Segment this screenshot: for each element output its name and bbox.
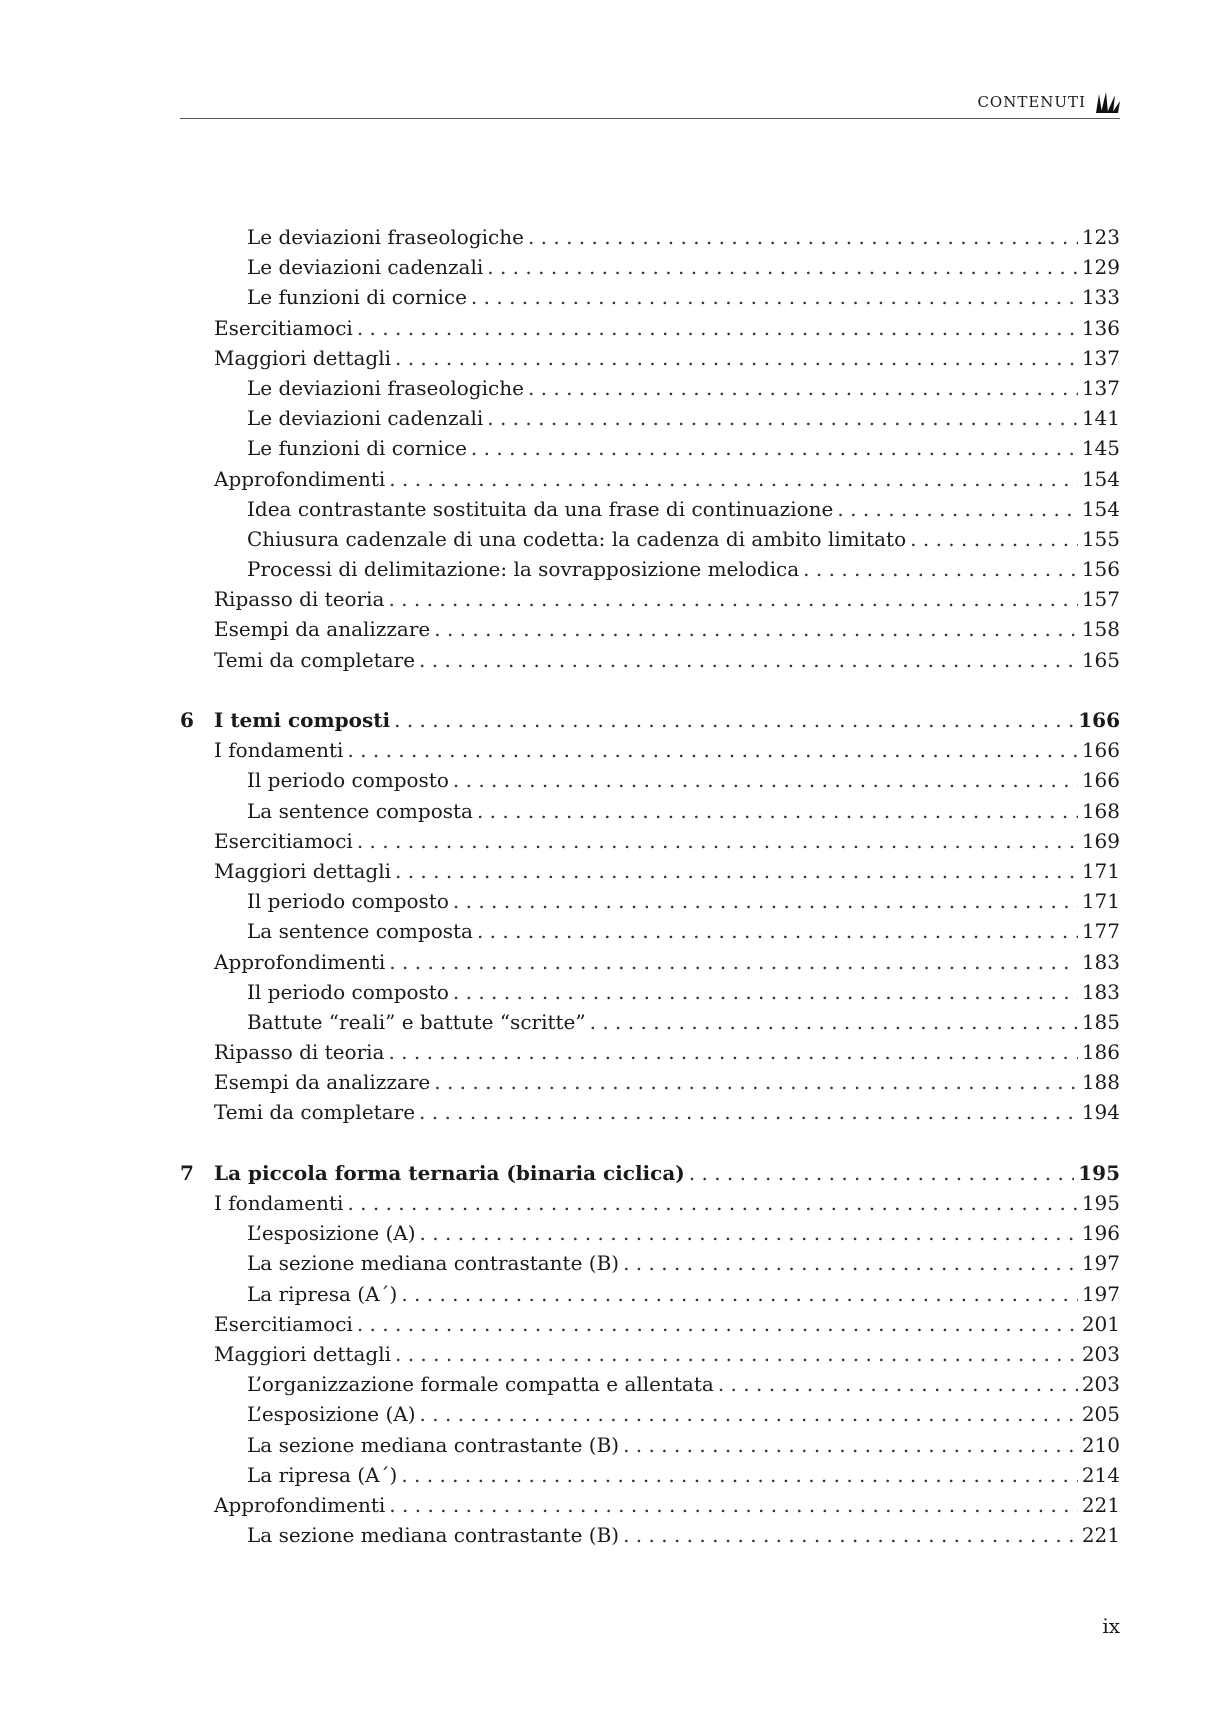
- toc-entry[interactable]: [180, 1188, 1120, 1218]
- toc-entry[interactable]: [180, 1520, 1120, 1550]
- toc-entry[interactable]: [180, 645, 1120, 675]
- dot-leader: [401, 1279, 1078, 1309]
- toc-entry[interactable]: [180, 1037, 1120, 1067]
- toc-entry-title: Esempi da analizzare: [214, 1070, 431, 1095]
- toc-page-number: 137: [1081, 375, 1120, 400]
- toc-page-number: 188: [1081, 1070, 1120, 1095]
- toc-entry[interactable]: [180, 282, 1120, 312]
- dot-leader: [689, 1158, 1074, 1188]
- toc-page-number: 129: [1081, 255, 1120, 280]
- toc-page-number: 183: [1081, 979, 1120, 1004]
- dot-leader: [401, 1460, 1078, 1490]
- toc-page-number: 203: [1081, 1341, 1120, 1366]
- toc-entry[interactable]: [180, 796, 1120, 826]
- toc-entry[interactable]: [180, 1218, 1120, 1248]
- toc-entry[interactable]: [180, 1460, 1120, 1490]
- toc-entry-title: La sezione mediana contrastante (B): [247, 1523, 620, 1548]
- toc-page-number: 197: [1081, 1251, 1120, 1276]
- toc-entry[interactable]: [180, 1369, 1120, 1399]
- toc-entry-title: Esercitiamoci: [214, 828, 353, 853]
- toc-entry-title: Approfondimenti: [214, 1492, 386, 1517]
- toc-page-number: 154: [1081, 466, 1120, 491]
- toc-page-number: 169: [1081, 828, 1120, 853]
- toc-entry-title: Il periodo composto: [247, 889, 449, 914]
- toc-page-number: 203: [1081, 1372, 1120, 1397]
- toc-entry-title: I fondamenti: [214, 1191, 344, 1215]
- toc-page-number: 183: [1081, 949, 1120, 974]
- dot-leader: [347, 735, 1077, 765]
- toc-entry-title: Le funzioni di cornice: [247, 285, 467, 310]
- toc-page-number: 197: [1081, 1281, 1120, 1306]
- running-header: [180, 88, 1120, 119]
- dot-leader: [434, 1067, 1078, 1097]
- dot-leader: [623, 1248, 1078, 1278]
- dot-leader: [357, 826, 1078, 856]
- toc-page-number: 201: [1081, 1311, 1120, 1336]
- toc-entry[interactable]: [180, 1007, 1120, 1037]
- toc-page-number: 155: [1081, 526, 1120, 551]
- toc-entry[interactable]: [180, 524, 1120, 554]
- toc-entry-title: Il periodo composto: [247, 768, 449, 793]
- dot-leader: [357, 1309, 1078, 1339]
- toc-entry-title: Temi da completare: [214, 1100, 416, 1125]
- toc-entry-title: Idea contrastante sostituita da una frase di continuazione: [247, 496, 834, 521]
- dot-leader: [389, 464, 1078, 494]
- toc-page-number: 195: [1078, 1160, 1120, 1185]
- toc-entry[interactable]: [180, 1339, 1120, 1369]
- toc-entry[interactable]: [180, 735, 1120, 765]
- toc-entry-title: Le deviazioni fraseologiche: [247, 225, 524, 249]
- toc-entry-title: La sezione mediana contrastante (B): [247, 1251, 620, 1276]
- toc-entry-title: Ripasso di teoria: [214, 1040, 385, 1065]
- toc-entry-title: La ripresa (A´): [247, 1462, 398, 1487]
- toc-page-number: 166: [1081, 768, 1120, 793]
- dot-leader: [837, 494, 1077, 524]
- toc-page-number: 168: [1081, 798, 1120, 823]
- toc-spacer: [180, 1128, 1120, 1158]
- dot-leader: [471, 282, 1078, 312]
- toc-page-number: 136: [1081, 315, 1120, 340]
- toc-entry-title: La sentence composta: [247, 919, 473, 944]
- toc-entry-title: La sentence composta: [247, 798, 473, 823]
- toc-entry[interactable]: [180, 1399, 1120, 1429]
- toc-entry-title: Le deviazioni fraseologiche: [247, 375, 524, 400]
- toc-page-number: 165: [1081, 647, 1120, 672]
- dot-leader: [718, 1369, 1078, 1399]
- toc-page-number: 145: [1081, 436, 1120, 461]
- toc-page-number: 133: [1081, 285, 1120, 310]
- toc-entry[interactable]: [180, 765, 1120, 795]
- toc-entry[interactable]: [180, 947, 1120, 977]
- dot-leader: [623, 1430, 1078, 1460]
- dot-leader: [395, 343, 1078, 373]
- toc-entry-title: Esercitiamoci: [214, 1311, 353, 1336]
- toc-entry[interactable]: [180, 916, 1120, 946]
- dot-leader: [477, 796, 1078, 826]
- toc-entry-title: Chiusura cadenzale di una codetta: la cadenza di ambito limitato: [247, 526, 907, 551]
- toc-entry[interactable]: [180, 614, 1120, 644]
- dot-leader: [434, 614, 1078, 644]
- toc-entry-title: Processi di delimitazione: la sovrapposizione melodica: [247, 557, 800, 582]
- toc-entry-title: Maggiori dettagli: [214, 345, 391, 370]
- toc-entry[interactable]: [180, 886, 1120, 916]
- toc-page-number: 166: [1081, 738, 1120, 763]
- dot-leader: [389, 1490, 1078, 1520]
- dot-leader: [394, 705, 1074, 735]
- toc-page-number: 171: [1081, 889, 1120, 914]
- toc-entry[interactable]: [180, 1309, 1120, 1339]
- dot-leader: [388, 1037, 1077, 1067]
- page-number: ix: [1102, 1614, 1120, 1638]
- toc-page-number: 166: [1078, 708, 1120, 732]
- toc-entry[interactable]: [180, 554, 1120, 584]
- dot-leader: [803, 554, 1078, 584]
- toc-page-number: 196: [1081, 1221, 1120, 1246]
- toc-page-number: 157: [1081, 587, 1120, 612]
- toc-entry[interactable]: [180, 826, 1120, 856]
- toc-entry[interactable]: [180, 373, 1120, 403]
- stylized-leaves-logo-icon: [1094, 90, 1120, 114]
- toc-entry-title: I temi composti: [214, 708, 391, 732]
- toc-page-number: 221: [1081, 1523, 1120, 1548]
- dot-leader: [395, 1339, 1078, 1369]
- toc-page-number: 158: [1081, 617, 1120, 642]
- toc-entry-title: Ripasso di teoria: [214, 587, 385, 612]
- toc-chapter-entry[interactable]: [180, 1158, 1120, 1188]
- dot-leader: [420, 1399, 1078, 1429]
- toc-entry[interactable]: [180, 494, 1120, 524]
- toc-entry[interactable]: [180, 1430, 1120, 1460]
- toc-entry[interactable]: [180, 252, 1120, 282]
- dot-leader: [419, 1097, 1078, 1127]
- toc-page-number: 186: [1081, 1040, 1120, 1065]
- dot-leader: [420, 1218, 1078, 1248]
- dot-leader: [623, 1520, 1078, 1550]
- toc-entry-title: Le deviazioni cadenzali: [247, 406, 484, 431]
- toc-entry-title: L’organizzazione formale compatta e allentata: [247, 1372, 714, 1397]
- toc-entry[interactable]: [180, 343, 1120, 373]
- toc-page-number: 185: [1081, 1009, 1120, 1034]
- toc-entry[interactable]: [180, 1279, 1120, 1309]
- header-title: CONTENUTI: [977, 93, 1086, 111]
- toc-entry[interactable]: [180, 222, 1120, 252]
- dot-leader: [453, 765, 1078, 795]
- dot-leader: [388, 584, 1077, 614]
- toc-entry[interactable]: [180, 403, 1120, 433]
- dot-leader: [487, 403, 1078, 433]
- toc-entry-title: La piccola forma ternaria (binaria ciclica): [214, 1160, 685, 1185]
- toc-chapter-number: 6: [180, 708, 194, 732]
- toc-entry-title: Il periodo composto: [247, 979, 449, 1004]
- dot-leader: [347, 1188, 1077, 1218]
- dot-leader: [453, 977, 1078, 1007]
- toc-chapter-entry[interactable]: [180, 705, 1120, 735]
- toc-page-number: 214: [1081, 1462, 1120, 1487]
- toc-entry-title: Battute “reali” e battute “scritte”: [247, 1009, 586, 1034]
- dot-leader: [357, 313, 1078, 343]
- toc-page-number: 177: [1081, 919, 1120, 944]
- toc-entry[interactable]: [180, 1067, 1120, 1097]
- toc-entry[interactable]: [180, 856, 1120, 886]
- toc-entry[interactable]: [180, 464, 1120, 494]
- toc-page-number: 154: [1081, 496, 1120, 521]
- dot-leader: [453, 886, 1078, 916]
- toc-entry-title: Maggiori dettagli: [214, 858, 391, 883]
- toc-entry[interactable]: [180, 977, 1120, 1007]
- toc-page-number: 123: [1081, 225, 1120, 249]
- toc-page-number: 205: [1081, 1402, 1120, 1427]
- dot-leader: [487, 252, 1078, 282]
- toc-page-number: 156: [1081, 557, 1120, 582]
- toc-entry[interactable]: [180, 1490, 1120, 1520]
- toc-chapter-number: 7: [180, 1160, 194, 1185]
- dot-leader: [395, 856, 1078, 886]
- dot-leader: [590, 1007, 1078, 1037]
- toc-entry-title: Approfondimenti: [214, 466, 386, 491]
- dot-leader: [477, 916, 1078, 946]
- toc-page-number: 210: [1081, 1432, 1120, 1457]
- toc-entry-title: Temi da completare: [214, 647, 416, 672]
- toc-page-number: 195: [1081, 1191, 1120, 1215]
- toc-entry-title: L’esposizione (A): [247, 1221, 416, 1246]
- toc-entry-title: Esempi da analizzare: [214, 617, 431, 642]
- dot-leader: [910, 524, 1078, 554]
- dot-leader: [419, 645, 1078, 675]
- toc-entry-title: La ripresa (A´): [247, 1281, 398, 1306]
- toc-entry-title: Le deviazioni cadenzali: [247, 255, 484, 280]
- dot-leader: [389, 947, 1078, 977]
- toc-entry[interactable]: [180, 1097, 1120, 1127]
- toc-entry[interactable]: [180, 584, 1120, 614]
- dot-leader: [528, 373, 1078, 403]
- toc-entry[interactable]: [180, 433, 1120, 463]
- toc-page-number: 171: [1081, 858, 1120, 883]
- toc-spacer: [180, 675, 1120, 705]
- toc-page-number: 194: [1081, 1100, 1120, 1125]
- toc-entry-title: Approfondimenti: [214, 949, 386, 974]
- toc-entry-title: I fondamenti: [214, 738, 344, 763]
- toc-page-number: 137: [1081, 345, 1120, 370]
- dot-leader: [528, 222, 1078, 252]
- toc-page-number: 221: [1081, 1492, 1120, 1517]
- toc-page-number: 141: [1081, 406, 1120, 431]
- toc-entry[interactable]: [180, 1248, 1120, 1278]
- toc-entry-title: Le funzioni di cornice: [247, 436, 467, 461]
- toc-entry-title: L’esposizione (A): [247, 1402, 416, 1427]
- toc-entry-title: La sezione mediana contrastante (B): [247, 1432, 620, 1457]
- dot-leader: [471, 433, 1078, 463]
- table-of-contents: [180, 222, 1120, 1550]
- toc-entry-title: Esercitiamoci: [214, 315, 353, 340]
- toc-entry-title: Maggiori dettagli: [214, 1341, 391, 1366]
- toc-entry[interactable]: [180, 313, 1120, 343]
